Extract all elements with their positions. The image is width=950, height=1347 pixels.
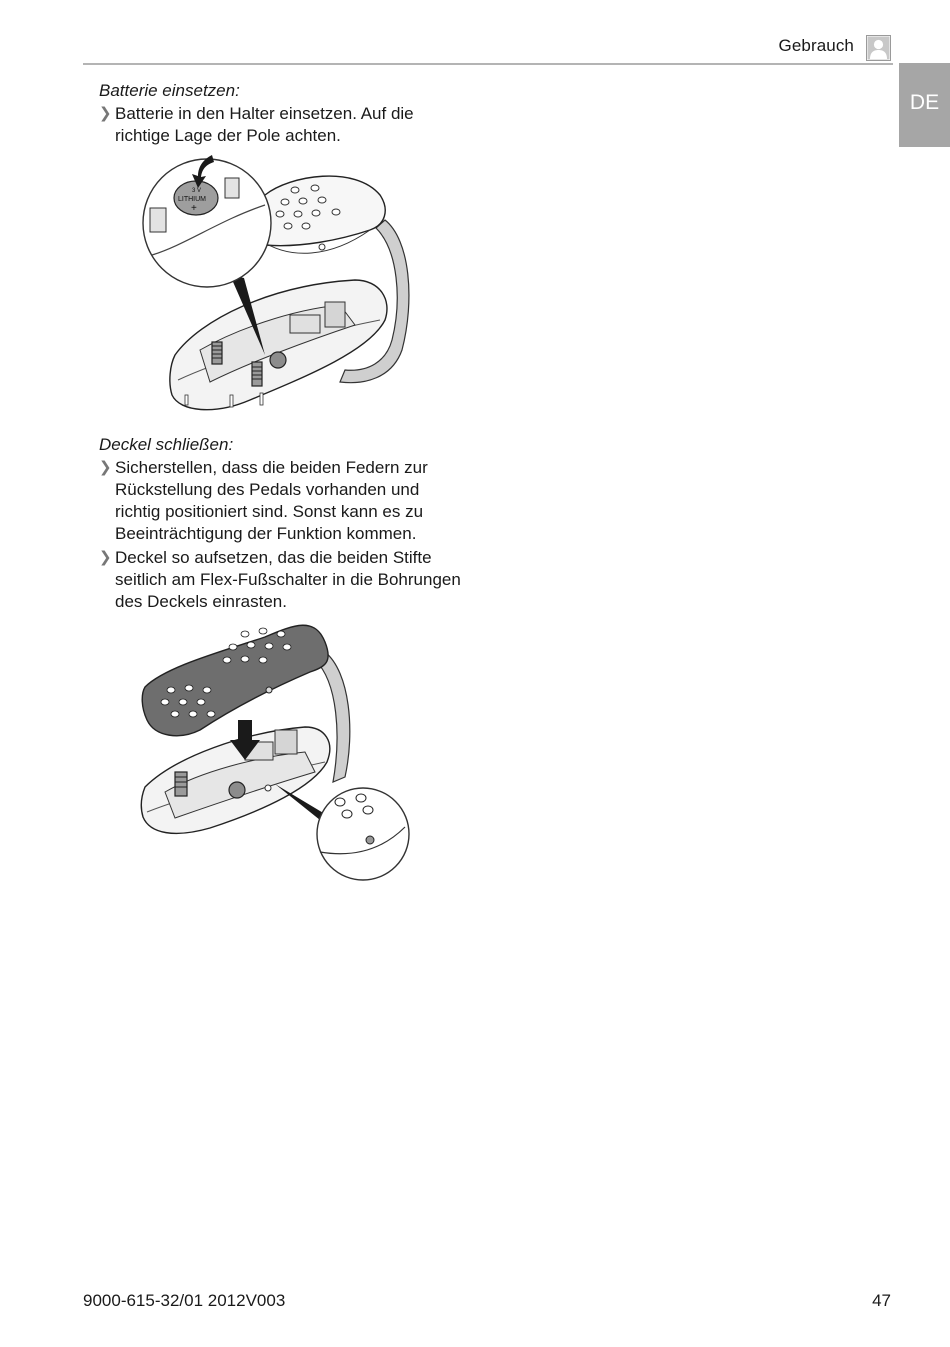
bullet-item [99, 103, 471, 147]
bullet-chevron-icon: ❯ [99, 459, 112, 476]
bullet-item [99, 457, 441, 545]
bullet-chevron-icon: ❯ [99, 105, 112, 122]
bullet-text: Deckel so aufsetzen, das die beiden Stifte seitlich am Flex-Fußschalter in die Bohrungen des Deckels einrasten. [115, 548, 461, 611]
bullet-text: Sicherstellen, dass die beiden Federn zur Rückstellung des Pedals vorhanden und richtig positioniert sind. Sonst kann es zu Beeinträchtigung der Funktion kommen. [115, 458, 428, 543]
section-heading-battery: Batterie einsetzen: [99, 81, 240, 100]
language-tab: DE [899, 63, 950, 147]
cover-close-illustration [135, 612, 425, 887]
bullet-item [99, 547, 475, 613]
battery-type-label: LITHIUM [178, 196, 206, 203]
bullet-text: Batterie in den Halter einsetzen. Auf die richtige Lage der Pole achten. [115, 104, 414, 145]
page-section-title: Gebrauch [778, 36, 854, 55]
battery-polarity-label: + [191, 203, 197, 214]
bullet-chevron-icon: ❯ [99, 549, 112, 566]
footer-page-number: 47 [872, 1291, 891, 1310]
header-rule [83, 63, 893, 65]
section-heading-close-cover: Deckel schließen: [99, 435, 234, 454]
battery-insert-illustration [140, 150, 420, 430]
person-icon [866, 35, 891, 61]
battery-voltage-label: 3 V [192, 188, 202, 194]
footer-document-number: 9000-615-32/01 2012V003 [83, 1291, 286, 1310]
